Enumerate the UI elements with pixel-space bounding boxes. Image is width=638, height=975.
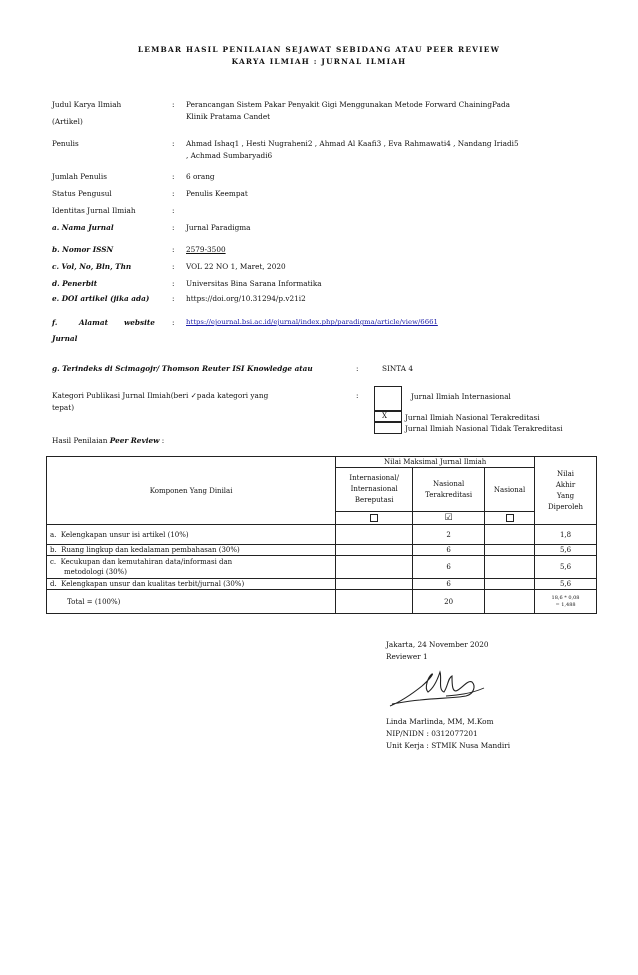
header-nasional: Nasional xyxy=(485,468,535,512)
vol-label: c. Vol, No, Bln, Thn xyxy=(52,262,132,271)
judul-value: Perancangan Sistem Pakar Penyakit Gigi Menggunakan Metode Forward ChainingPada xyxy=(186,100,510,109)
signature-unit: Unit Kerja : STMIK Nusa Mandiri xyxy=(386,741,511,750)
colon: : xyxy=(172,100,175,109)
row-nas-t: 6 xyxy=(413,545,485,556)
row-text-2: metodologi (30%) xyxy=(64,568,127,576)
hasil-label-text: Hasil Penilaian xyxy=(52,436,110,445)
hasil-label-italic: Peer Review xyxy=(109,436,160,445)
kategori-checkbox-nasional-tidak[interactable] xyxy=(374,422,402,434)
terindeks-value: SINTA 4 xyxy=(382,364,413,373)
total-nas-t: 20 xyxy=(413,590,485,614)
row-no: d. xyxy=(50,580,57,588)
colon: : xyxy=(172,318,175,327)
total-akhir-line: 18,6 * 0,08 xyxy=(551,594,580,601)
colon: : xyxy=(172,279,175,288)
row-nas-t: 6 xyxy=(413,579,485,590)
signature-scribble xyxy=(388,668,500,710)
signature-nip: NIP/NIDN : 0312077201 xyxy=(386,729,478,738)
colon: : xyxy=(356,391,359,400)
header-nilai-akhir xyxy=(535,457,597,525)
header-int-line: Internasional xyxy=(350,485,398,493)
row-intl xyxy=(336,579,413,590)
judul-label: Judul Karya Ilmiah xyxy=(52,100,122,109)
kategori-option-label: Jurnal Ilmiah Nasional Tidak Terakreditasi xyxy=(405,424,563,433)
total-row xyxy=(47,590,597,614)
judul-value-2: Klinik Pratama Candet xyxy=(186,112,271,121)
kategori-checkbox-nasional-terakreditasi[interactable] xyxy=(374,411,402,422)
penerbit-value: Universitas Bina Sarana Informatika xyxy=(186,279,322,288)
form-title: LEMBAR HASIL PENILAIAN SEJAWAT SEBIDANG ATAU PEER REVIEW xyxy=(137,45,501,54)
row-text: Kelengkapan unsur isi artikel (10%) xyxy=(60,530,189,539)
identitas-label: Identitas Jurnal Ilmiah xyxy=(52,206,136,215)
nama-jurnal-label: a. Nama Jurnal xyxy=(52,223,114,232)
alamat-label-f: f. xyxy=(52,318,58,327)
kategori-option-label: Jurnal Ilmiah Internasional xyxy=(411,392,511,401)
header-int-line: Internasional/ xyxy=(349,474,399,482)
header-internasional xyxy=(336,468,413,512)
doi-label: e. DOI artikel (jika ada) xyxy=(52,294,150,303)
row-nas xyxy=(485,556,535,579)
row-text: Ruang lingkup dan kedalaman pembahasan (30%) xyxy=(61,546,240,554)
header-akhir-line: Yang xyxy=(556,491,575,500)
status-value: Penulis Keempat xyxy=(186,189,248,198)
checkbox-internasional-cell xyxy=(336,512,413,525)
colon: : xyxy=(172,172,175,181)
header-nas-t-line: Nasional xyxy=(432,479,465,488)
doi-value: https://doi.org/10.31294/p.v21i2 xyxy=(186,294,306,303)
checkbox-nasional-cell xyxy=(485,512,535,525)
header-akhir-line: Akhir xyxy=(555,480,576,489)
row-text: Kecukupan dan kemutahiran data/informasi dan xyxy=(60,558,233,566)
header-int-line: Bereputasi xyxy=(354,496,394,504)
row-akhir: 5,6 xyxy=(535,545,597,556)
alamat-label-a: Alamat xyxy=(79,318,108,327)
colon: : xyxy=(172,262,175,271)
hasil-label xyxy=(52,436,164,445)
total-akhir-line: = 1,488 xyxy=(555,601,576,608)
colon: : xyxy=(356,364,359,373)
total-nas xyxy=(485,590,535,614)
checkbox-nas-t-cell xyxy=(413,512,485,525)
row-nas-t: 2 xyxy=(413,525,485,545)
checkbox-icon[interactable] xyxy=(370,514,378,522)
alamat-label-2: Jurnal xyxy=(52,334,78,343)
header-komponen: Komponen Yang Dinilai xyxy=(47,457,336,525)
score-table xyxy=(46,456,597,614)
issn-label: b. Nomor ISSN xyxy=(52,245,114,254)
table-row xyxy=(47,525,597,545)
colon: : xyxy=(172,139,175,148)
kategori-mark: X xyxy=(382,412,387,420)
colon: : xyxy=(172,223,175,232)
nama-jurnal-value: Jurnal Paradigma xyxy=(186,223,251,232)
row-label xyxy=(47,556,336,579)
total-akhir xyxy=(535,590,597,614)
row-label xyxy=(47,545,336,556)
row-akhir: 5,6 xyxy=(535,556,597,579)
kategori-checkbox-international[interactable] xyxy=(374,386,402,411)
hasil-label-end: : xyxy=(159,436,165,445)
header-nas-t-line: Terakreditasi xyxy=(425,490,473,499)
row-nas xyxy=(485,545,535,556)
row-no: b. xyxy=(50,546,57,554)
total-intl xyxy=(336,590,413,614)
jumlah-label: Jumlah Penulis xyxy=(52,172,107,181)
vol-value: VOL 22 NO 1, Maret, 2020 xyxy=(186,262,286,271)
row-akhir: 5,6 xyxy=(535,579,597,590)
form-subtitle: KARYA ILMIAH : JURNAL ILMIAH xyxy=(231,57,407,66)
header-nilai-max: Nilai Maksimal Jurnal Ilmiah xyxy=(336,457,535,468)
issn-value: 2579-3500 xyxy=(186,245,226,254)
kategori-label: Kategori Publikasi Jurnal Ilmiah(beri ✓pada kategori yang xyxy=(52,391,269,400)
status-label: Status Pengusul xyxy=(52,189,112,198)
row-label xyxy=(47,579,336,590)
signature-name: Linda Marlinda, MM, M.Kom xyxy=(386,717,494,726)
row-intl xyxy=(336,525,413,545)
header-akhir-line: Diperoleh xyxy=(548,502,583,511)
signature-role: Reviewer 1 xyxy=(386,652,428,661)
kategori-option-label: Jurnal Ilmiah Nasional Terakreditasi xyxy=(405,413,540,422)
row-nas xyxy=(485,525,535,545)
colon: : xyxy=(172,189,175,198)
journal-link[interactable]: https://ejournal.bsi.ac.id/ejurnal/index.php/paradigma/article/view/6661 xyxy=(186,318,438,326)
checked-box-icon[interactable]: ☑ xyxy=(444,513,453,523)
judul-label-2: (Artikel) xyxy=(52,117,83,126)
header-akhir-line: Nilai xyxy=(557,469,575,478)
row-intl xyxy=(336,556,413,579)
total-label: Total = (100%) xyxy=(47,590,336,614)
alamat-label-w: website xyxy=(124,318,155,327)
row-nas-t: 6 xyxy=(413,556,485,579)
row-nas xyxy=(485,579,535,590)
signature-place-date: Jakarta, 24 November 2020 xyxy=(386,640,489,649)
penulis-value-2: , Achmad Sumbaryadi6 xyxy=(186,151,273,160)
row-akhir: 1,8 xyxy=(535,525,597,545)
penulis-value: Ahmad Ishaq1 , Hesti Nugraheni2 , Ahmad Al Kaafi3 , Eva Rahmawati4 , Nandang Iriadi5 xyxy=(186,139,519,148)
colon: : xyxy=(172,245,175,254)
checkbox-icon[interactable] xyxy=(506,514,514,522)
table-row xyxy=(47,545,597,556)
table-row xyxy=(47,556,597,579)
row-label xyxy=(47,525,336,545)
jumlah-value: 6 orang xyxy=(186,172,215,181)
table-row xyxy=(47,579,597,590)
row-no: c. xyxy=(50,558,57,566)
kategori-label-2: tepat) xyxy=(52,403,75,412)
colon: : xyxy=(172,206,175,215)
row-intl xyxy=(336,545,413,556)
header-nasional-terakreditasi xyxy=(413,468,485,512)
penerbit-label: d. Penerbit xyxy=(52,279,98,288)
row-no: a. xyxy=(50,530,57,539)
penulis-label: Penulis xyxy=(52,139,79,148)
terindeks-label: g. Terindeks di Scimagojr/ Thomson Reuter ISI Knowledge atau xyxy=(52,364,313,373)
colon: : xyxy=(172,294,175,303)
row-text: Kelengkapan unsur dan kualitas terbit/jurnal (30%) xyxy=(61,580,245,588)
